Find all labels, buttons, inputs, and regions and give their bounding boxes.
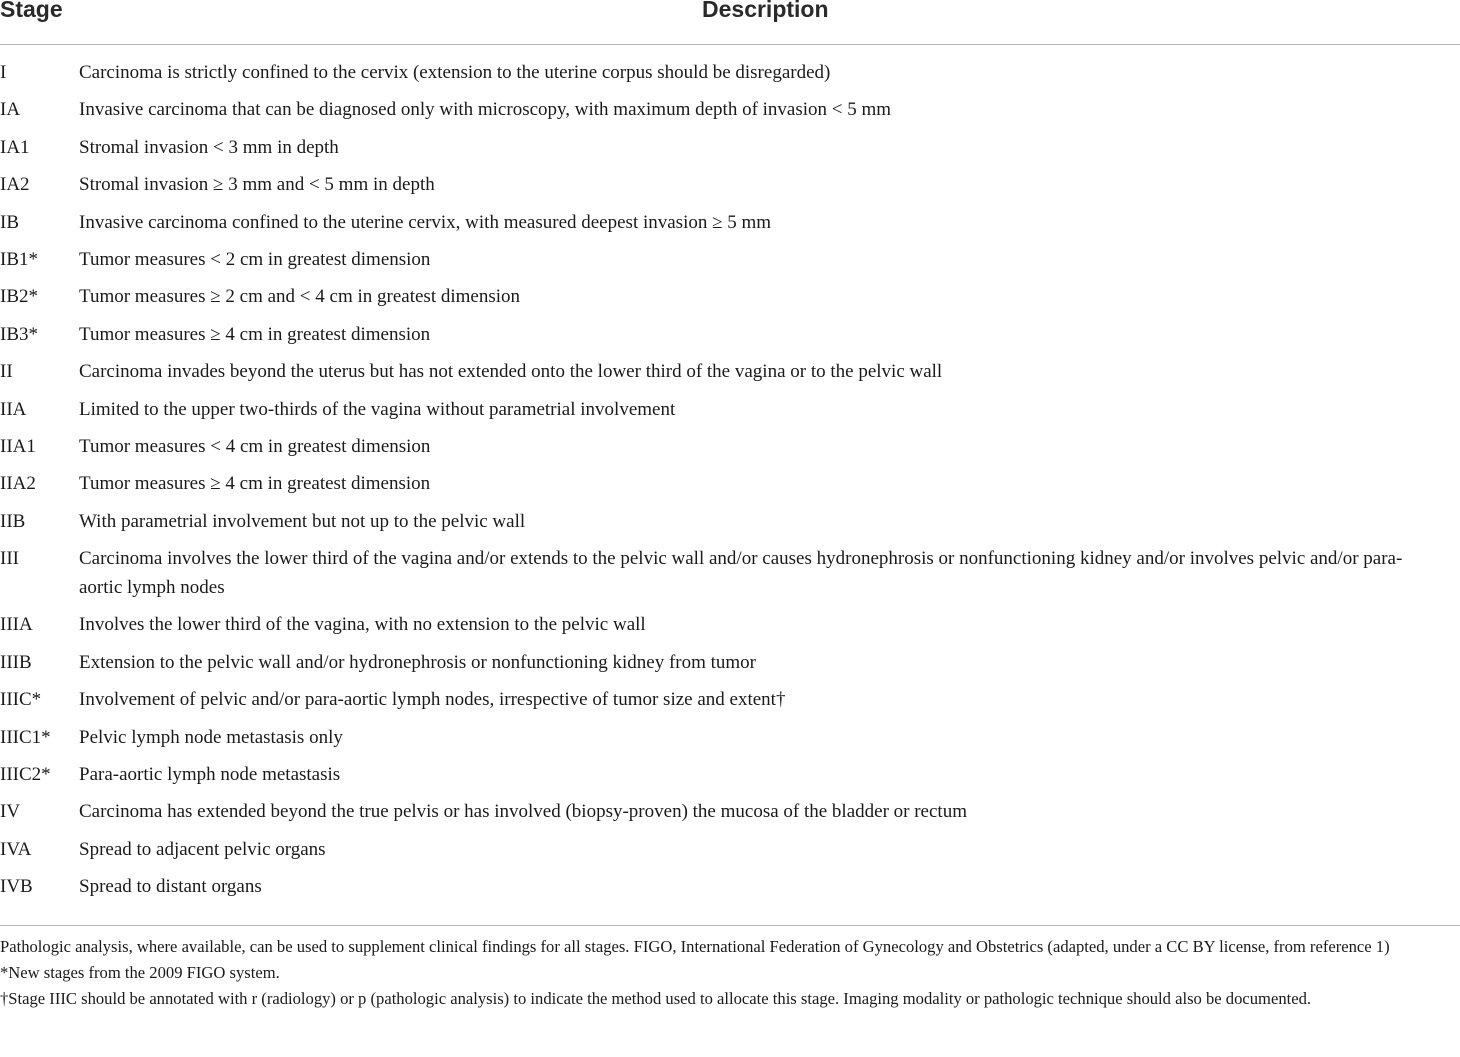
table-body (0, 58, 1460, 910)
stage-cell: IB (0, 211, 19, 233)
table-footnotes (0, 934, 1460, 1012)
table-row (0, 469, 1460, 498)
table-row (0, 544, 1460, 602)
stage-cell: IB1* (0, 248, 38, 270)
footnote-dagger: †Stage IIIC should be annotated with r (radiology) or p (pathologic analysis) to indicate the method used to allocate this stage. Imaging modality or pathologic technique should also be documented. (0, 989, 1312, 1008)
table-row (0, 797, 1460, 826)
stage-cell: IA2 (0, 174, 30, 196)
description-cell: Tumor measures ≥ 2 cm and < 4 cm in greatest dimension (79, 286, 521, 308)
description-cell: Carcinoma invades beyond the uterus but has not extended onto the lower third of the vagina or to the pelvic wall (79, 361, 943, 383)
description-cell: Carcinoma is strictly confined to the cervix (extension to the uterine corpus should be disregarded) (79, 62, 831, 83)
footnote-asterisk: *New stages from the 2009 FIGO system. (0, 963, 280, 982)
table-row (0, 723, 1460, 752)
description-cell: Spread to distant organs (79, 876, 262, 898)
description-cell: Tumor measures ≥ 4 cm in greatest dimension (79, 323, 431, 345)
description-cell: Para-aortic lymph node metastasis (79, 764, 341, 786)
header-stage: Stage (0, 0, 63, 22)
table-row (0, 835, 1460, 864)
stage-cell: IA1 (0, 136, 30, 158)
stage-cell: IIA1 (0, 435, 36, 457)
table-row (0, 245, 1460, 274)
table-header (0, 0, 1460, 45)
description-cell: Pelvic lymph node metastasis only (79, 726, 343, 748)
description-cell: Stromal invasion ≥ 3 mm and < 5 mm in depth (79, 174, 435, 196)
stage-cell: IB2* (0, 286, 38, 308)
table-row (0, 357, 1460, 386)
table-row (0, 760, 1460, 789)
description-cell: Invasive carcinoma that can be diagnosed only with microscopy, with maximum depth of invasion < 5 mm (79, 99, 892, 121)
description-cell: Tumor measures < 4 cm in greatest dimension (79, 435, 431, 457)
description-cell: Invasive carcinoma confined to the uterine cervix, with measured deepest invasion ≥ 5 mm (79, 211, 772, 233)
description-cell: Tumor measures ≥ 4 cm in greatest dimension (79, 473, 431, 495)
stage-cell: IVB (0, 876, 33, 898)
stage-cell: IIIB (0, 651, 32, 673)
table-row (0, 872, 1460, 901)
stage-cell: IIB (0, 510, 26, 532)
header-description: Description (702, 0, 829, 22)
stage-cell: IB3* (0, 323, 38, 345)
description-cell: With parametrial involvement but not up to the pelvic wall (79, 510, 526, 532)
description-cell: Involves the lower third of the vagina, with no extension to the pelvic wall (79, 614, 646, 636)
table-row (0, 208, 1460, 237)
description-cell: Involvement of pelvic and/or para-aortic lymph nodes, irrespective of tumor size and extent† (79, 689, 786, 711)
footer-divider (0, 925, 1460, 926)
table-row (0, 170, 1460, 199)
description-cell: Stromal invasion < 3 mm in depth (79, 136, 339, 158)
stage-cell: IIA2 (0, 473, 36, 495)
stage-cell: IIIC1* (0, 726, 51, 748)
footnote-main: Pathologic analysis, where available, can be used to supplement clinical findings for all stages. FIGO, International Federation of Gynecology and Obstetrics (adapted, under a CC BY license, from reference 1) (0, 937, 1390, 956)
stage-cell: IIIC* (0, 689, 42, 711)
stage-cell: IIIC2* (0, 764, 51, 786)
description-cell: Extension to the pelvic wall and/or hydronephrosis or nonfunctioning kidney from tumor (79, 651, 757, 673)
stage-cell: IIA (0, 398, 27, 420)
table-row (0, 432, 1460, 461)
description-cell: Carcinoma involves the lower third of the vagina and/or extends to the pelvic wall and/or causes hydronephrosis or nonfunctioning kidney and/or involves pelvic and/or para-aortic lymph nodes (79, 548, 1403, 599)
table-row (0, 685, 1460, 714)
table-row (0, 507, 1460, 536)
description-cell: Tumor measures < 2 cm in greatest dimension (79, 248, 431, 270)
table-row (0, 648, 1460, 677)
table-row (0, 610, 1460, 639)
stage-cell: IA (0, 99, 21, 121)
stage-cell: I (0, 62, 7, 83)
table-row (0, 133, 1460, 162)
stage-cell: IV (0, 801, 21, 823)
stage-cell: IIIA (0, 614, 33, 636)
description-cell: Carcinoma has extended beyond the true pelvis or has involved (biopsy-proven) the mucosa of the bladder or rectum (79, 801, 967, 823)
stage-cell: III (0, 548, 19, 570)
table-row (0, 320, 1460, 349)
stage-cell: II (0, 361, 13, 383)
description-cell: Limited to the upper two-thirds of the vagina without parametrial involvement (79, 398, 676, 420)
stage-cell: IVA (0, 838, 32, 860)
table-row (0, 95, 1460, 124)
table-row (0, 282, 1460, 311)
description-cell: Spread to adjacent pelvic organs (79, 838, 326, 860)
table-row (0, 58, 1460, 87)
table-row (0, 395, 1460, 424)
